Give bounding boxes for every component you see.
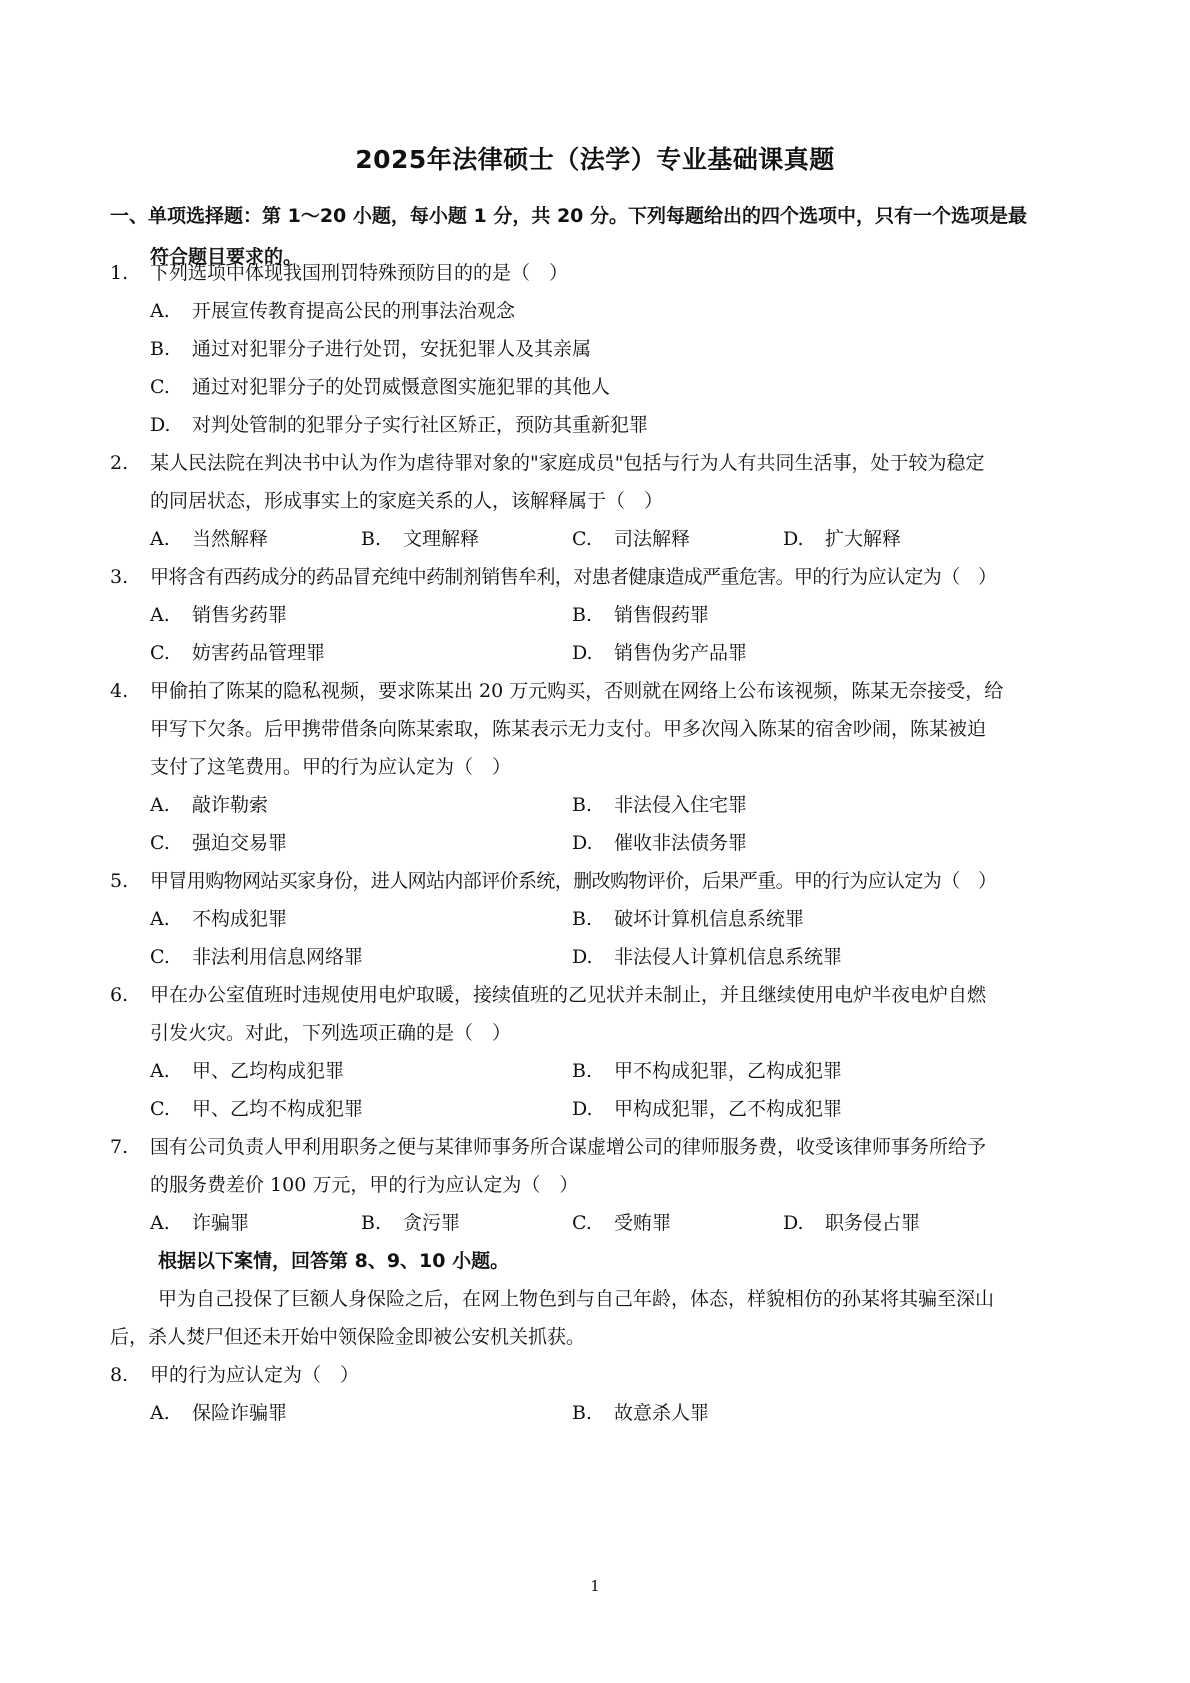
q6-option-c (150, 1095, 363, 1123)
option-letter: A. (150, 794, 170, 816)
option-letter: D. (150, 414, 171, 436)
option-text: 催收非法债务罪 (614, 832, 748, 854)
q7-option-b (361, 1209, 460, 1237)
q2-stem-line-1: 某人民法院在判决书中认为作为虐待罪对象的"家庭成员"包括与行为人有共同生活事，处于较为稳定 (150, 452, 985, 474)
option-text: 职务侵占罪 (825, 1212, 921, 1234)
q5-option-d (572, 943, 842, 971)
option-text: 通过对犯罪分子进行处罚，安抚犯罪人及其亲属 (192, 338, 592, 360)
option-text: 贪污罪 (403, 1212, 461, 1234)
q5-stem: 甲冒用购物网站买家身份，进人网站内部评价系统，删改购物评价，后果严重。甲的行为应认定为（ ） (150, 870, 997, 892)
option-text: 对判处管制的犯罪分子实行社区矫正，预防其重新犯罪 (192, 414, 649, 436)
q4-option-a (150, 791, 268, 819)
option-text: 妨害药品管理罪 (192, 642, 326, 664)
q7-number: 7. (110, 1136, 129, 1158)
option-text: 受贿罪 (614, 1212, 672, 1234)
q4-option-b (572, 791, 747, 819)
option-text: 甲、乙均构成犯罪 (192, 1060, 345, 1082)
option-letter: D. (783, 1212, 804, 1234)
case-text-line-2: 后，杀人焚尸但还未开始中领保险金即被公安机关抓获。 (110, 1326, 586, 1348)
option-letter: C. (150, 1098, 170, 1120)
section-heading-line-1: 一、单项选择题：第 1～20 小题，每小题 1 分，共 20 分。下列每题给出的四个选项中，只有一个选项是最 (110, 205, 1028, 227)
option-text: 非法利用信息网络罪 (192, 946, 364, 968)
option-text: 非法侵入住宅罪 (614, 794, 748, 816)
q6-stem-line-1: 甲在办公室值班时违规使用电炉取暖，接续值班的乙见状并未制止，并且继续使用电炉半夜电炉自燃 (150, 984, 987, 1006)
option-letter: D. (783, 528, 804, 550)
q1-option-b (150, 335, 591, 363)
option-text: 甲构成犯罪，乙不构成犯罪 (614, 1098, 843, 1120)
page-number: 1 (590, 1577, 600, 1595)
q2-number: 2. (110, 452, 129, 474)
option-text: 破坏计算机信息系统罪 (614, 908, 805, 930)
option-text: 销售假药罪 (614, 604, 710, 626)
option-text: 保险诈骗罪 (192, 1402, 288, 1424)
option-text: 扩大解释 (825, 528, 902, 550)
option-letter: A. (150, 1402, 170, 1424)
option-text: 开展宣传教育提高公民的刑事法治观念 (192, 300, 516, 322)
option-text: 故意杀人罪 (614, 1402, 710, 1424)
option-letter: C. (572, 528, 592, 550)
q2-option-b (361, 525, 479, 553)
page-title: 2025年法律硕士（法学）专业基础课真题 (355, 145, 835, 174)
option-text: 不构成犯罪 (192, 908, 288, 930)
q5-number: 5. (110, 870, 129, 892)
option-letter: B. (572, 908, 593, 930)
q5-option-a (150, 905, 287, 933)
option-letter: B. (572, 794, 593, 816)
q4-option-d (572, 829, 747, 857)
q6-option-d (572, 1095, 842, 1123)
option-text: 司法解释 (614, 528, 691, 550)
q1-number: 1. (110, 262, 129, 284)
option-letter: A. (150, 300, 170, 322)
q5-option-b (572, 905, 804, 933)
option-letter: A. (150, 1212, 170, 1234)
q2-stem-line-2: 的同居状态，形成事实上的家庭关系的人，该解释属于（ ） (150, 490, 664, 512)
q7-option-a (150, 1209, 249, 1237)
q4-stem-line-2: 甲写下欠条。后甲携带借条向陈某索取，陈某表示无力支付。甲多次闯入陈某的宿舍吵闹，陈某被迫 (150, 718, 987, 740)
q6-number: 6. (110, 984, 129, 1006)
q4-stem-line-1: 甲偷拍了陈某的隐私视频，要求陈某出 20 万元购买，否则就在网络上公布该视频，陈某无奈接受，给 (150, 680, 1004, 702)
q6-option-b (572, 1057, 842, 1085)
option-letter: A. (150, 604, 170, 626)
option-text: 非法侵人计算机信息系统罪 (614, 946, 843, 968)
option-letter: D. (572, 1098, 593, 1120)
option-letter: C. (150, 832, 170, 854)
option-letter: B. (572, 1402, 593, 1424)
q4-stem-line-3: 支付了这笔费用。甲的行为应认定为（ ） (150, 756, 512, 778)
q7-stem-line-2: 的服务费差价 100 万元，甲的行为应认定为（ ） (150, 1174, 579, 1196)
case-text-line-1: 甲为自己投保了巨额人身保险之后，在网上物色到与自己年龄，体态，样貌相仿的孙某将其骗至深山 (158, 1288, 995, 1310)
q2-option-d (783, 525, 901, 553)
option-letter: A. (150, 528, 170, 550)
q7-option-c (572, 1209, 671, 1237)
option-text: 文理解释 (403, 528, 480, 550)
option-text: 诈骗罪 (192, 1212, 250, 1234)
section-heading-line-2: 符合题目要求的。 (150, 246, 303, 268)
option-letter: C. (572, 1212, 592, 1234)
option-letter: B. (572, 1060, 593, 1082)
case-heading: 根据以下案情，回答第 8、9、10 小题。 (158, 1250, 510, 1272)
option-letter: B. (572, 604, 593, 626)
option-letter: D. (572, 642, 593, 664)
q5-option-c (150, 943, 363, 971)
q3-option-c (150, 639, 325, 667)
q1-option-d (150, 411, 648, 439)
option-text: 甲不构成犯罪，乙构成犯罪 (614, 1060, 843, 1082)
option-letter: B. (361, 528, 382, 550)
option-letter: C. (150, 946, 170, 968)
q3-option-b (572, 601, 709, 629)
option-text: 销售伪劣产品罪 (614, 642, 748, 664)
option-letter: D. (572, 946, 593, 968)
q2-option-c (572, 525, 690, 553)
option-letter: B. (150, 338, 171, 360)
q8-stem: 甲的行为应认定为（ ） (150, 1364, 360, 1386)
option-letter: C. (150, 376, 170, 398)
option-letter: A. (150, 1060, 170, 1082)
q3-stem: 甲将含有西药成分的药品冒充纯中药制剂销售牟利，对患者健康造成严重危害。甲的行为应认定为（ ） (150, 566, 997, 588)
q1-stem: 下列选项中体现我国刑罚特殊预防目的的是（ ） (150, 262, 569, 284)
q7-stem-line-1: 国有公司负责人甲利用职务之便与某律师事务所合谋虚增公司的律师服务费，收受该律师事务所给予 (150, 1136, 987, 1158)
q8-number: 8. (110, 1364, 129, 1386)
q3-option-d (572, 639, 747, 667)
q6-option-a (150, 1057, 344, 1085)
q2-option-a (150, 525, 268, 553)
q6-stem-line-2: 引发火灾。对此，下列选项正确的是（ ） (150, 1022, 512, 1044)
q7-option-d (783, 1209, 920, 1237)
q3-option-a (150, 601, 287, 629)
q8-option-b (572, 1399, 709, 1427)
q4-number: 4. (110, 680, 129, 702)
q1-option-c (150, 373, 610, 401)
option-letter: D. (572, 832, 593, 854)
option-text: 当然解释 (192, 528, 269, 550)
option-letter: B. (361, 1212, 382, 1234)
q4-option-c (150, 829, 287, 857)
option-text: 敲诈勒索 (192, 794, 269, 816)
q8-option-a (150, 1399, 287, 1427)
option-text: 强迫交易罪 (192, 832, 288, 854)
option-text: 销售劣药罪 (192, 604, 288, 626)
option-text: 通过对犯罪分子的处罚威慑意图实施犯罪的其他人 (192, 376, 611, 398)
option-letter: C. (150, 642, 170, 664)
option-letter: A. (150, 908, 170, 930)
option-text: 甲、乙均不构成犯罪 (192, 1098, 364, 1120)
q3-number: 3. (110, 566, 129, 588)
q1-option-a (150, 297, 515, 325)
